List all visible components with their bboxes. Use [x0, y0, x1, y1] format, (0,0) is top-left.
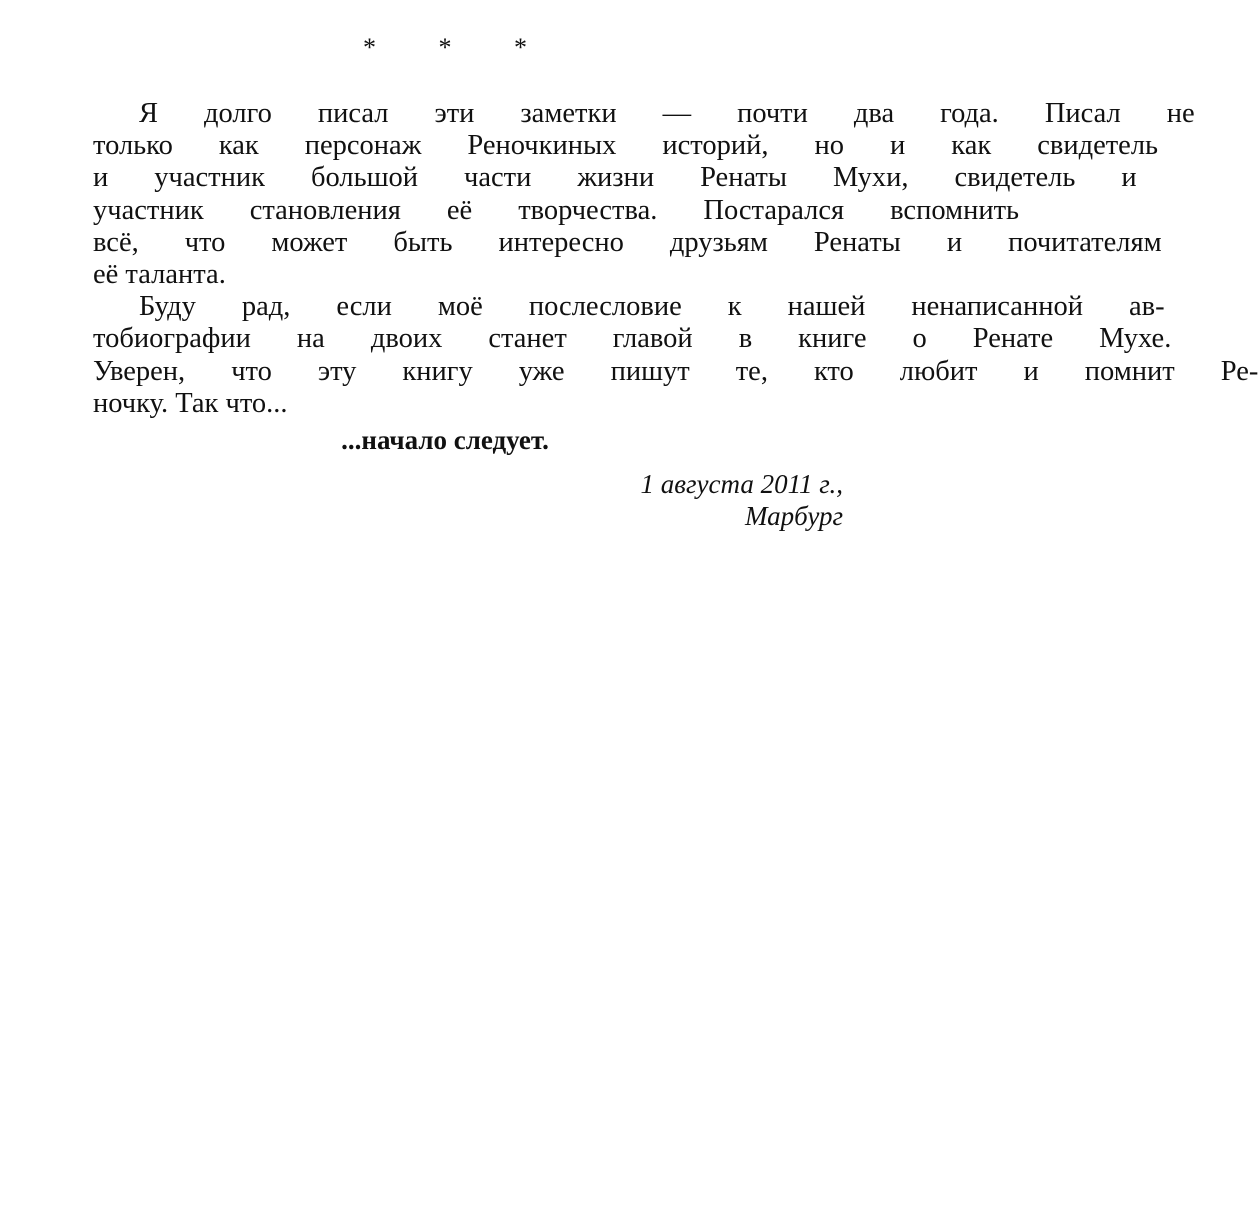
word: свидетель	[954, 162, 1076, 194]
word: эти	[434, 98, 475, 129]
word: как	[951, 130, 992, 162]
word: Ре-	[1220, 355, 1258, 387]
word: историй,	[662, 130, 769, 162]
word: и	[1121, 162, 1137, 194]
word: почти	[737, 98, 808, 129]
word: вспомнить	[890, 194, 1020, 226]
word: но	[814, 130, 845, 162]
section-separator: * * *	[363, 33, 555, 62]
word: и	[1023, 355, 1039, 387]
signature-place: Марбург	[745, 501, 843, 532]
word: ненаписанной	[911, 291, 1083, 323]
word: уже	[518, 355, 565, 387]
word: не	[1166, 98, 1195, 129]
word: может	[271, 226, 348, 258]
word: что	[184, 226, 226, 258]
word: Буду	[139, 291, 196, 323]
paragraph-line	[47, 323, 1172, 355]
word: её	[446, 194, 473, 226]
word: станет	[488, 323, 567, 355]
word: книгу	[402, 355, 473, 387]
signature-block	[47, 468, 843, 532]
document-page	[47, 28, 1258, 532]
word: если	[336, 291, 392, 323]
paragraph-line	[47, 291, 1165, 323]
word: два	[853, 98, 895, 129]
word: моё	[437, 291, 483, 323]
word: эту	[317, 355, 357, 387]
word: —	[662, 98, 692, 129]
paragraph-line	[47, 226, 1162, 259]
word: долго	[204, 98, 272, 129]
word: пишут	[610, 355, 690, 387]
word: и	[93, 162, 109, 194]
word: быть	[393, 226, 453, 258]
word: как	[218, 130, 259, 162]
word: на	[296, 323, 325, 355]
word: рад,	[241, 291, 291, 323]
signature-date: 1 августа 2011 г.,	[640, 469, 843, 500]
line-text: её таланта.	[93, 259, 226, 291]
word: большой	[310, 162, 419, 194]
word: свидетель	[1037, 130, 1159, 162]
word: участник	[93, 194, 204, 226]
word: двоих	[370, 323, 443, 355]
paragraph-line	[47, 355, 1258, 388]
word: Ренаты	[700, 162, 787, 194]
word: Уверен,	[93, 355, 186, 387]
word: Ренаты	[813, 226, 901, 258]
ending-line: ...начало следует.	[341, 425, 549, 456]
word: те,	[735, 355, 768, 387]
word: части	[464, 162, 532, 194]
word: Писал	[1044, 98, 1121, 129]
word: интересно	[498, 226, 624, 258]
word: Постарался	[703, 194, 845, 226]
word: участник	[154, 162, 265, 194]
word: заметки	[520, 98, 617, 129]
word: писал	[317, 98, 389, 129]
paragraph-line	[47, 162, 1137, 194]
word: друзьям	[669, 226, 768, 258]
word: нашей	[787, 291, 866, 323]
word: к	[727, 291, 742, 323]
word: главой	[612, 323, 693, 355]
paragraph-line	[47, 388, 843, 420]
word: персонаж	[304, 130, 422, 162]
word: Ренате	[972, 323, 1054, 355]
word: что	[231, 355, 272, 387]
word: в	[738, 323, 753, 355]
word: и	[890, 130, 906, 162]
paragraph-line	[47, 98, 1195, 130]
word: послесловие	[528, 291, 682, 323]
paragraph-2	[47, 291, 1258, 420]
paragraph-1	[47, 98, 1195, 291]
word: Мухи,	[832, 162, 909, 194]
word: творчества.	[518, 194, 658, 226]
word: становления	[249, 194, 401, 226]
word: книге	[798, 323, 867, 355]
word: о	[912, 323, 927, 355]
word: любит	[899, 355, 978, 387]
word: почитателям	[1008, 226, 1162, 258]
word: Мухе.	[1099, 323, 1172, 355]
word: кто	[813, 355, 854, 387]
word: года.	[940, 98, 999, 129]
word: всё,	[93, 226, 139, 258]
line-text: ночку. Так что...	[93, 387, 288, 419]
paragraph-line	[47, 194, 1020, 227]
word: только	[93, 130, 173, 162]
word: жизни	[577, 162, 655, 194]
word: тобиографии	[93, 323, 251, 355]
word: ав-	[1128, 291, 1165, 323]
word: и	[946, 226, 963, 258]
word: Я	[139, 98, 159, 129]
paragraph-line	[47, 259, 843, 291]
word: помнит	[1084, 355, 1175, 387]
word: Реночкиных	[467, 130, 617, 162]
paragraph-line	[47, 130, 1159, 162]
